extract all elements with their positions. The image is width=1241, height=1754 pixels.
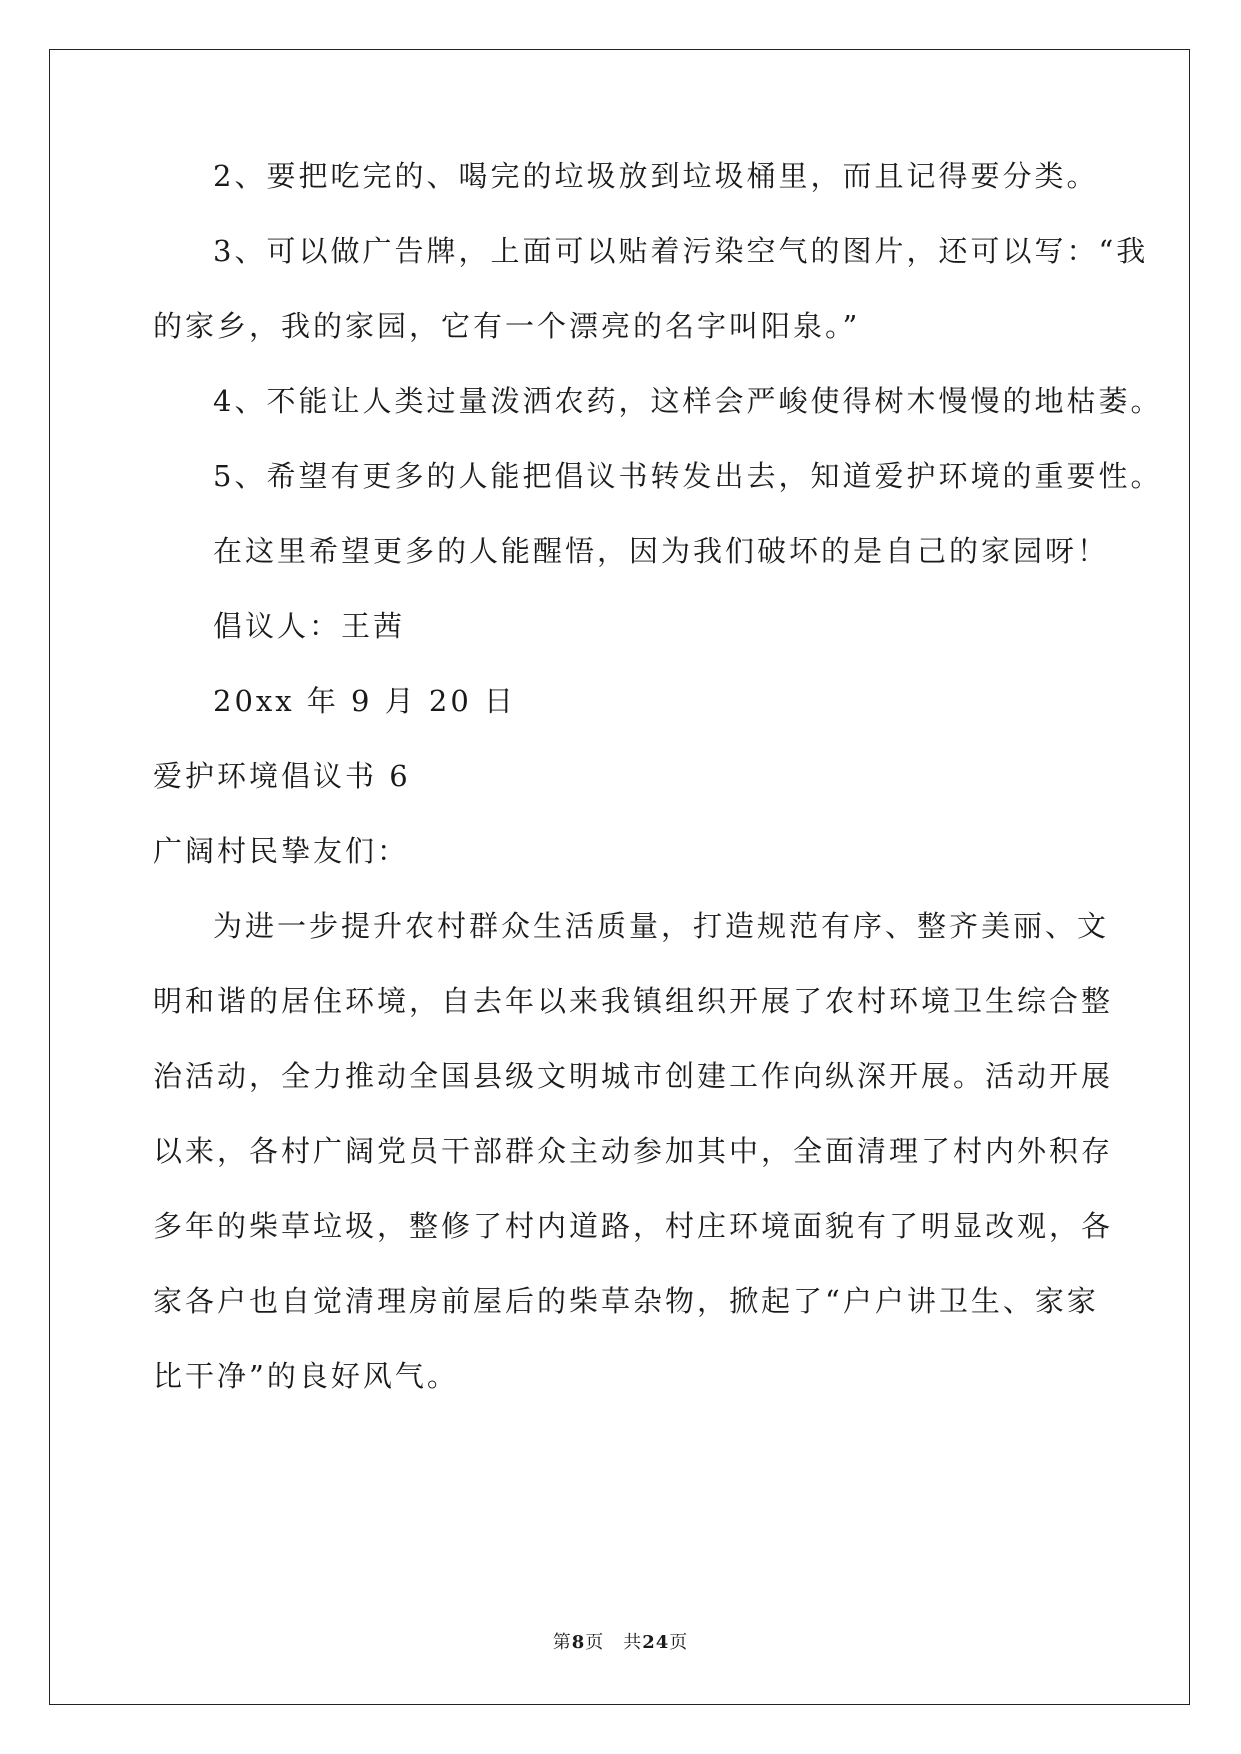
paragraph-line: 在这里希望更多的人能醒悟，因为我们破坏的是自己的家园呀！ (213, 534, 1110, 568)
page-border (49, 49, 1190, 1705)
paragraph-line: 的家乡，我的家园，它有一个漂亮的名字叫阳泉。” (153, 309, 861, 343)
paragraph-line: 多年的柴草垃圾，整修了村内道路，村庄环境面貌有了明显改观，各 (153, 1209, 1114, 1243)
paragraph-line: 以来，各村广阔党员干部群众主动参加其中，全面清理了村内外积存 (153, 1134, 1114, 1168)
section-title: 爱护环境倡议书 6 (153, 759, 411, 793)
footer-mid: 页 共 (585, 1632, 643, 1653)
page-footer (0, 1628, 1241, 1654)
total-page-count: 24 (642, 1632, 670, 1653)
paragraph-line: 4、不能让人类过量泼洒农药，这样会严峻使得树木慢慢的地枯萎。 (213, 384, 1163, 418)
footer-prefix: 第 (552, 1632, 572, 1653)
date-line: 20xx 年 9 月 20 日 (213, 684, 517, 718)
salutation: 广阔村民挚友们： (153, 834, 410, 868)
current-page-number: 8 (571, 1632, 586, 1653)
paragraph-line: 3、可以做广告牌，上面可以贴着污染空气的图片，还可以写：“我 (213, 234, 1149, 268)
paragraph-line: 5、希望有更多的人能把倡议书转发出去，知道爱护环境的重要性。 (213, 459, 1163, 493)
paragraph-line: 比干净”的良好风气。 (153, 1359, 459, 1393)
paragraph-line: 2、要把吃完的、喝完的垃圾放到垃圾桶里，而且记得要分类。 (213, 159, 1099, 193)
paragraph-line: 为进一步提升农村群众生活质量，打造规范有序、整齐美丽、文 (213, 909, 1110, 943)
paragraph-line: 明和谐的居住环境，自去年以来我镇组织开展了农村环境卫生综合整 (153, 984, 1114, 1018)
paragraph-line: 治活动，全力推动全国县级文明城市创建工作向纵深开展。活动开展 (153, 1059, 1114, 1093)
signatory-line: 倡议人：王茜 (213, 609, 406, 643)
footer-suffix: 页 (669, 1632, 689, 1653)
paragraph-line: 家各户也自觉清理房前屋后的柴草杂物，掀起了“户户讲卫生、家家 (153, 1284, 1099, 1318)
